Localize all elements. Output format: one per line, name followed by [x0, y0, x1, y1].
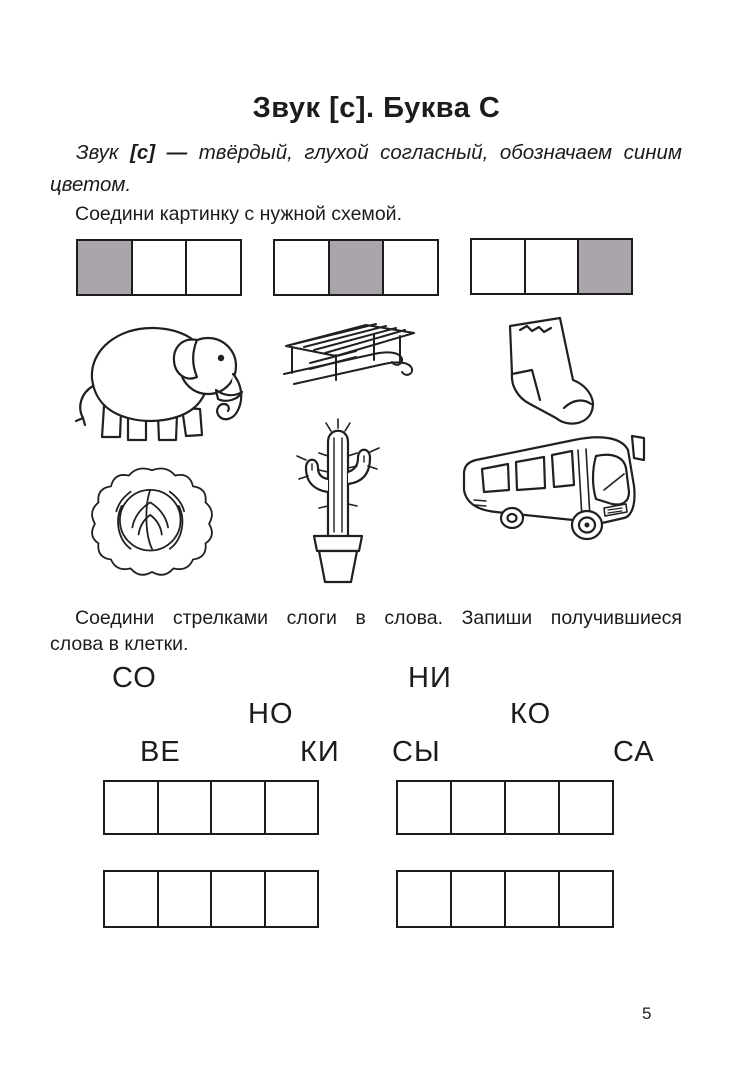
- syllable-no: НО: [248, 698, 294, 730]
- word-grid-cell: [159, 782, 213, 833]
- word-grid-cell: [560, 872, 612, 926]
- intro-sound: [с]: [130, 141, 156, 164]
- syllable-sa: СА: [613, 736, 655, 768]
- sound-scheme-3: [470, 238, 633, 295]
- word-grid-cell: [212, 782, 266, 833]
- syllable-ki: КИ: [300, 736, 340, 768]
- scheme-cell-empty: [187, 241, 240, 294]
- page-number: 5: [642, 1004, 652, 1023]
- task2-instruction-line-2: слова в клетки.: [50, 632, 189, 655]
- cabbage-drawing: [86, 458, 218, 586]
- sock-picture: [496, 314, 606, 430]
- sound-scheme-2: [273, 239, 439, 296]
- page-title: Звук [с]. Буква С: [252, 92, 501, 124]
- scheme-cell-empty: [526, 240, 580, 293]
- intro-line-1: [50, 137, 682, 169]
- bus-picture: [456, 428, 650, 550]
- scheme-cell-empty: [133, 241, 188, 294]
- sock-drawing: [496, 314, 606, 430]
- syllable-sy: СЫ: [392, 736, 441, 768]
- intro-dash: —: [166, 141, 188, 164]
- word-grid-cell: [398, 782, 452, 833]
- sled-drawing: [280, 318, 422, 402]
- word-grid-cell: [159, 872, 213, 926]
- intro-lead: Звук: [76, 141, 119, 164]
- bus-drawing: [456, 428, 650, 550]
- word-grid-4: [396, 870, 614, 928]
- syllable-ve: ВЕ: [140, 736, 181, 768]
- word-grid-cell: [506, 872, 560, 926]
- word-grid-cell: [212, 872, 266, 926]
- word-grid-cell: [452, 872, 506, 926]
- word-grid-cell: [398, 872, 452, 926]
- word-grid-cell: [452, 782, 506, 833]
- scheme-cell-empty: [472, 240, 526, 293]
- elephant-drawing: [66, 314, 246, 444]
- word-grid-cell: [506, 782, 560, 833]
- word-grid-cell: [105, 782, 159, 833]
- syllable-ni: НИ: [408, 662, 452, 694]
- scheme-cell-shaded: [78, 241, 133, 294]
- syllable-so: СО: [112, 662, 157, 694]
- sound-scheme-1: [76, 239, 242, 296]
- cactus-picture: [266, 414, 410, 586]
- elephant-picture: [66, 314, 246, 444]
- cactus-drawing: [266, 414, 410, 586]
- scheme-cell-shaded: [579, 240, 631, 293]
- cabbage-picture: [86, 458, 218, 586]
- word-grid-cell: [266, 782, 318, 833]
- syllable-ko: КО: [510, 698, 552, 730]
- word-grid-2: [396, 780, 614, 835]
- intro-line-2: цветом.: [50, 173, 132, 196]
- intro-paragraph: [50, 137, 682, 201]
- word-grid-1: [103, 780, 319, 835]
- task1-instruction: Соедини картинку с нужной схемой.: [75, 203, 402, 225]
- sled-picture: [280, 318, 422, 402]
- task2-instruction-line-1: Соедини стрелками слоги в слова. Запиши получившиеся: [75, 607, 682, 629]
- scheme-cell-empty: [384, 241, 437, 294]
- scheme-cell-shaded: [330, 241, 385, 294]
- scheme-cell-empty: [275, 241, 330, 294]
- word-grid-cell: [105, 872, 159, 926]
- word-grid-3: [103, 870, 319, 928]
- word-grid-cell: [266, 872, 318, 926]
- task2-instruction: [50, 606, 682, 657]
- intro-rest: твёрдый, глухой согласный, обозначаем синим: [198, 141, 682, 164]
- word-grid-cell: [560, 782, 612, 833]
